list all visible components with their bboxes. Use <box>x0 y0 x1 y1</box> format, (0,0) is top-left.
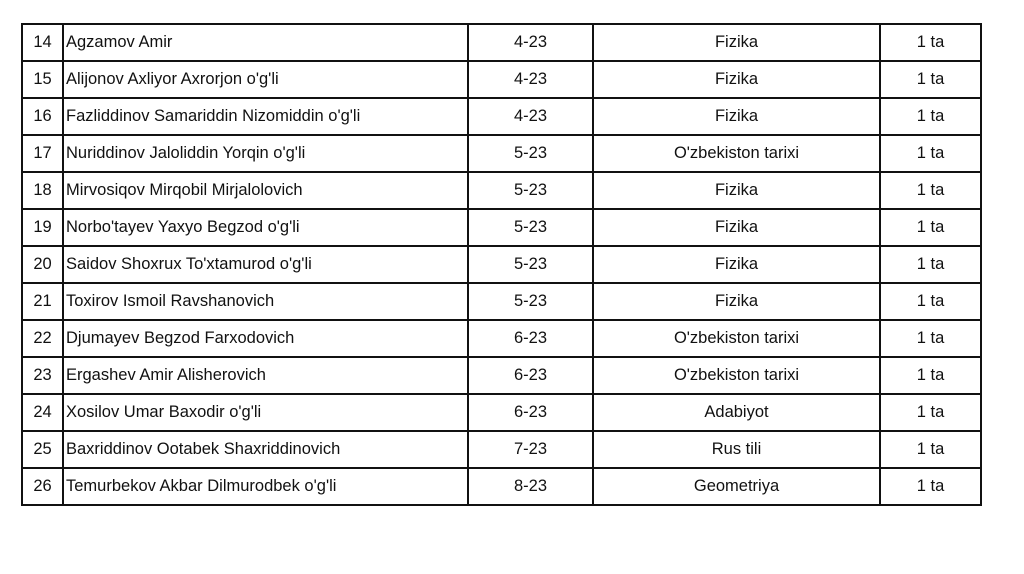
student-name: Saidov Shoxrux To'xtamurod o'g'li <box>63 246 468 283</box>
count: 1 ta <box>880 209 981 246</box>
table-row <box>22 394 981 431</box>
subject: Fizika <box>593 24 880 61</box>
table-row <box>22 135 981 172</box>
subject: Fizika <box>593 283 880 320</box>
document-page <box>21 23 980 506</box>
subject: Rus tili <box>593 431 880 468</box>
table-row <box>22 172 981 209</box>
row-number: 23 <box>22 357 63 394</box>
count: 1 ta <box>880 135 981 172</box>
row-number: 24 <box>22 394 63 431</box>
student-table-body <box>22 24 981 505</box>
row-number: 25 <box>22 431 63 468</box>
subject: O'zbekiston tarixi <box>593 320 880 357</box>
row-number: 18 <box>22 172 63 209</box>
group-code: 7-23 <box>468 431 593 468</box>
student-name: Temurbekov Akbar Dilmurodbek o'g'li <box>63 468 468 505</box>
row-number: 19 <box>22 209 63 246</box>
table-row <box>22 357 981 394</box>
subject: O'zbekiston tarixi <box>593 135 880 172</box>
count: 1 ta <box>880 283 981 320</box>
count: 1 ta <box>880 246 981 283</box>
count: 1 ta <box>880 172 981 209</box>
table-row <box>22 431 981 468</box>
group-code: 4-23 <box>468 61 593 98</box>
row-number: 16 <box>22 98 63 135</box>
row-number: 15 <box>22 61 63 98</box>
group-code: 5-23 <box>468 209 593 246</box>
table-row <box>22 24 981 61</box>
student-name: Mirvosiqov Mirqobil Mirjalolovich <box>63 172 468 209</box>
subject: Fizika <box>593 98 880 135</box>
count: 1 ta <box>880 394 981 431</box>
subject: Geometriya <box>593 468 880 505</box>
subject: Fizika <box>593 246 880 283</box>
count: 1 ta <box>880 468 981 505</box>
table-row <box>22 468 981 505</box>
row-number: 22 <box>22 320 63 357</box>
subject: Fizika <box>593 61 880 98</box>
row-number: 20 <box>22 246 63 283</box>
count: 1 ta <box>880 61 981 98</box>
group-code: 5-23 <box>468 246 593 283</box>
group-code: 5-23 <box>468 283 593 320</box>
group-code: 6-23 <box>468 357 593 394</box>
student-name: Fazliddinov Samariddin Nizomiddin o'g'li <box>63 98 468 135</box>
student-name: Ergashev Amir Alisherovich <box>63 357 468 394</box>
subject: Adabiyot <box>593 394 880 431</box>
row-number: 26 <box>22 468 63 505</box>
group-code: 8-23 <box>468 468 593 505</box>
group-code: 5-23 <box>468 172 593 209</box>
table-row <box>22 98 981 135</box>
count: 1 ta <box>880 320 981 357</box>
student-name: Djumayev Begzod Farxodovich <box>63 320 468 357</box>
count: 1 ta <box>880 431 981 468</box>
subject: Fizika <box>593 209 880 246</box>
student-name: Alijonov Axliyor Axrorjon o'g'li <box>63 61 468 98</box>
group-code: 6-23 <box>468 394 593 431</box>
group-code: 5-23 <box>468 135 593 172</box>
student-name: Baxriddinov Ootabek Shaxriddinovich <box>63 431 468 468</box>
subject: Fizika <box>593 172 880 209</box>
student-name: Norbo'tayev Yaxyo Begzod o'g'li <box>63 209 468 246</box>
group-code: 4-23 <box>468 98 593 135</box>
count: 1 ta <box>880 24 981 61</box>
student-name: Nuriddinov Jaloliddin Yorqin o'g'li <box>63 135 468 172</box>
table-row <box>22 246 981 283</box>
student-table <box>21 23 982 506</box>
subject: O'zbekiston tarixi <box>593 357 880 394</box>
count: 1 ta <box>880 98 981 135</box>
group-code: 4-23 <box>468 24 593 61</box>
row-number: 21 <box>22 283 63 320</box>
table-row <box>22 283 981 320</box>
count: 1 ta <box>880 357 981 394</box>
row-number: 17 <box>22 135 63 172</box>
table-row <box>22 61 981 98</box>
student-name: Toxirov Ismoil Ravshanovich <box>63 283 468 320</box>
row-number: 14 <box>22 24 63 61</box>
table-row <box>22 209 981 246</box>
table-row <box>22 320 981 357</box>
group-code: 6-23 <box>468 320 593 357</box>
student-name: Xosilov Umar Baxodir o'g'li <box>63 394 468 431</box>
student-name: Agzamov Amir <box>63 24 468 61</box>
